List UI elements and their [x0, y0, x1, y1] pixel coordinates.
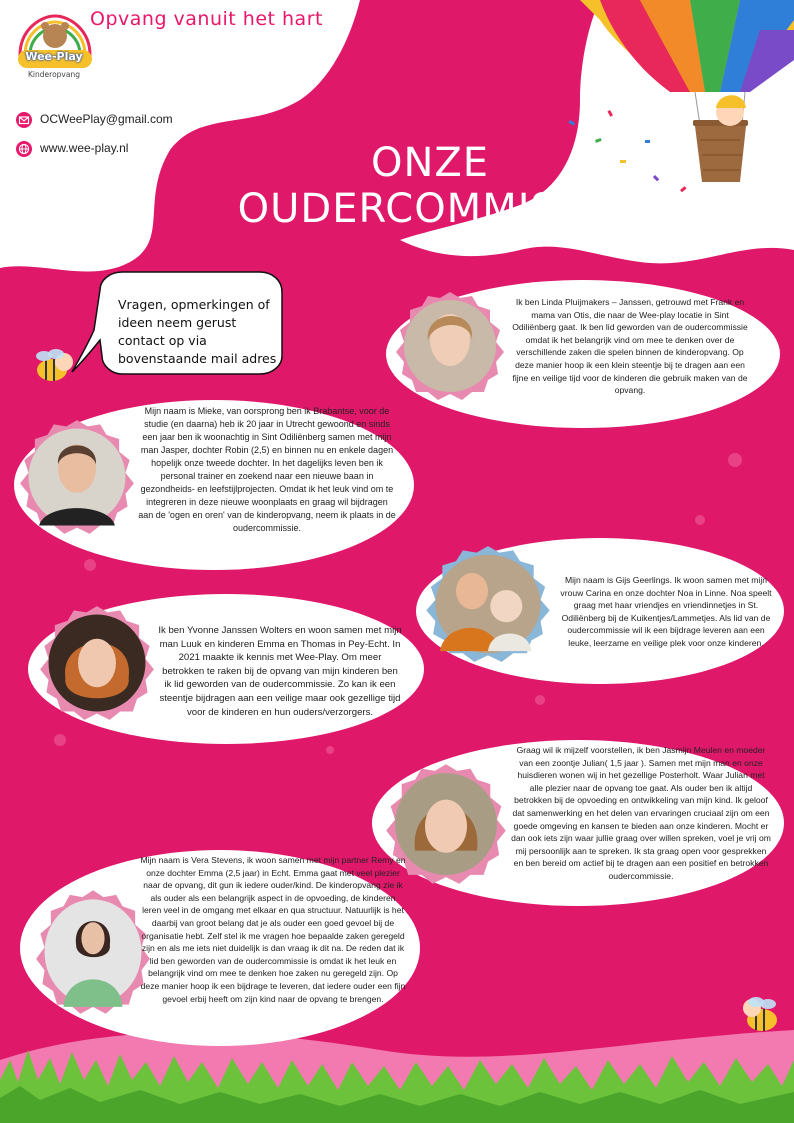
- title-line-2: OUDERCOMMISSIE: [237, 186, 623, 232]
- tagline: Opvang vanuit het hart: [90, 8, 323, 30]
- member-text-jasmijn: Graag wil ik mijzelf voorstellen, ik ben Jasmijn Meulen en moeder van een zoontje Julian( 1,5 jaar ). Samen met mijn man en onze huisdieren wonen wij in het gezellige Posterholt. Waar Julian met alle plezier naar de opvang toe gaat. Als ouder ben ik altijd betrokken bij de opvoeding en ontwikkeling van mijn kind. Ik geloof dat samenwerking en het delen van ervaringen cruciaal zijn om een goede omgeving en kansen te bieden aan onze kinderen. Mocht er dan ook iets zijn waar jullie graag over willen spreken, voel je vrij om mij persoonlijk aan te spreken. Ik sta graag open voor gesprekken en ben bereid om actief bij te dragen aan een positief en betrokken oudercommissie.: [511, 745, 771, 881]
- member-text-vera: Mijn naam is Vera Stevens, ik woon samen met mijn partner Remy en onze dochter Emma (2,5 jaar) in Echt. Emma gaat met veel plezier naar de opvang, dit gun ik iedere ouder/kind. De kinderopvang zie ik als ouder als een belangrijk aspect in de opvoeding, de kinderen leren veel in de omgang met elkaar en qua structuur. Natuurlijk is het daarbij van groot belang dat je als ouder een goed gevoel bij de organisatie hebt. Zelf stel ik me vragen hoe bepaalde zaken geregeld zijn en als me iets niet duidelijk is dan vraag ik dit na. De reden dat ik lid ben geworden van de oudercommissie is omdat ik het leuk en belangrijk vind om mee te denken hoe zaken nu geregeld zijn. Op deze manier hoop ik een bijdrage te leveren, dat iedere ouder een fijn gevoel erbij heeft om zijn kind naar de opvang te brengen.: [140, 855, 406, 1004]
- contact-email[interactable]: OCWeePlay@gmail.com: [40, 112, 173, 127]
- logo-subtitle: Kinderopvang: [28, 70, 80, 79]
- member-text-linda: Ik ben Linda Pluijmakers – Janssen, getrouwd met Frank en mama van Otis, die naar de Wee-play locatie in Sint Odiliënberg gaat. Ik ben lid geworden van de oudercommissie omdat ik het belangrijk vind om mee te denken over de verschillende zaken die spelen binnen de kinderopvang. Op deze manier hoop ik een klein steentje bij te dragen aan een fijne en veilige tijd voor de kinderen die gebruik maken van de opvang.: [512, 297, 748, 396]
- contact-website[interactable]: www.wee-play.nl: [40, 141, 129, 156]
- member-photo-yvonne: [38, 604, 156, 722]
- contact-email-row: [16, 112, 173, 128]
- member-photo-linda: [394, 290, 506, 402]
- member-photo-gijs: [424, 544, 552, 664]
- globe-icon: [16, 141, 32, 157]
- mail-icon: [16, 112, 32, 128]
- title-line-1: ONZE: [370, 140, 490, 186]
- member-text-gijs: Mijn naam is Gijs Geerlings. Ik woon samen met mijn vrouw Carina en onze dochter Noa in Linne. Noa speelt graag met haar vriendjes en vriendinnetjes in St. Odiliënberg bij de Kuikentjes/Lammetjes. Als lid van de oudercommissie wil ik een bijdrage leveren aan een leuke, leerzame en veilige plek voor onze kinderen.: [560, 575, 772, 648]
- logo-name: Wee-Play: [25, 50, 83, 63]
- member-photo-vera: [34, 888, 152, 1016]
- member-text-mieke: Mijn naam is Mieke, van oorsprong ben ik Brabantse, voor de studie (en daarna) heb ik 20 jaar in Utrecht gewoond en sinds een jaar ben ik woonachtig in Sint Odiliënberg samen met mijn man Jasper, dochter Robin (2,5) en binnen nu en enkele dagen hopelijk onze tweede dochter. In het dagelijks leven ben ik personal trainer en zoekend naar een nieuwe baan in gezondheids- en leefstijlprojecten. Omdat ik het leuk vind om te integreren in deze nieuwe woonplaats en graag wil bijdragen aan de 'ogen en oren' van de kinderopvang, neem ik plaats in de oudercommissie.: [138, 406, 396, 533]
- speech-bubble-text: Vragen, opmerkingen of ideen neem gerust contact op via bovenstaande mail adres: [118, 297, 277, 366]
- contact-website-row: [16, 141, 128, 157]
- member-text-yvonne: Ik ben Yvonne Janssen Wolters en woon samen met mijn man Luuk en kinderen Emma en Thomas in Pey-Echt. In 2021 maakte ik kennis met Wee-Play. Om meer betrokken te raken bij de opvang van mijn kinderen ben ik lid geworden van de oudercommissie. Zo kan ik een steentje bijdragen aan een veilige maar ook gezellige tijd voor de kinderen en hun ouders/verzorgers.: [158, 625, 402, 718]
- page-title: [180, 140, 680, 232]
- member-photo-mieke: [18, 418, 136, 536]
